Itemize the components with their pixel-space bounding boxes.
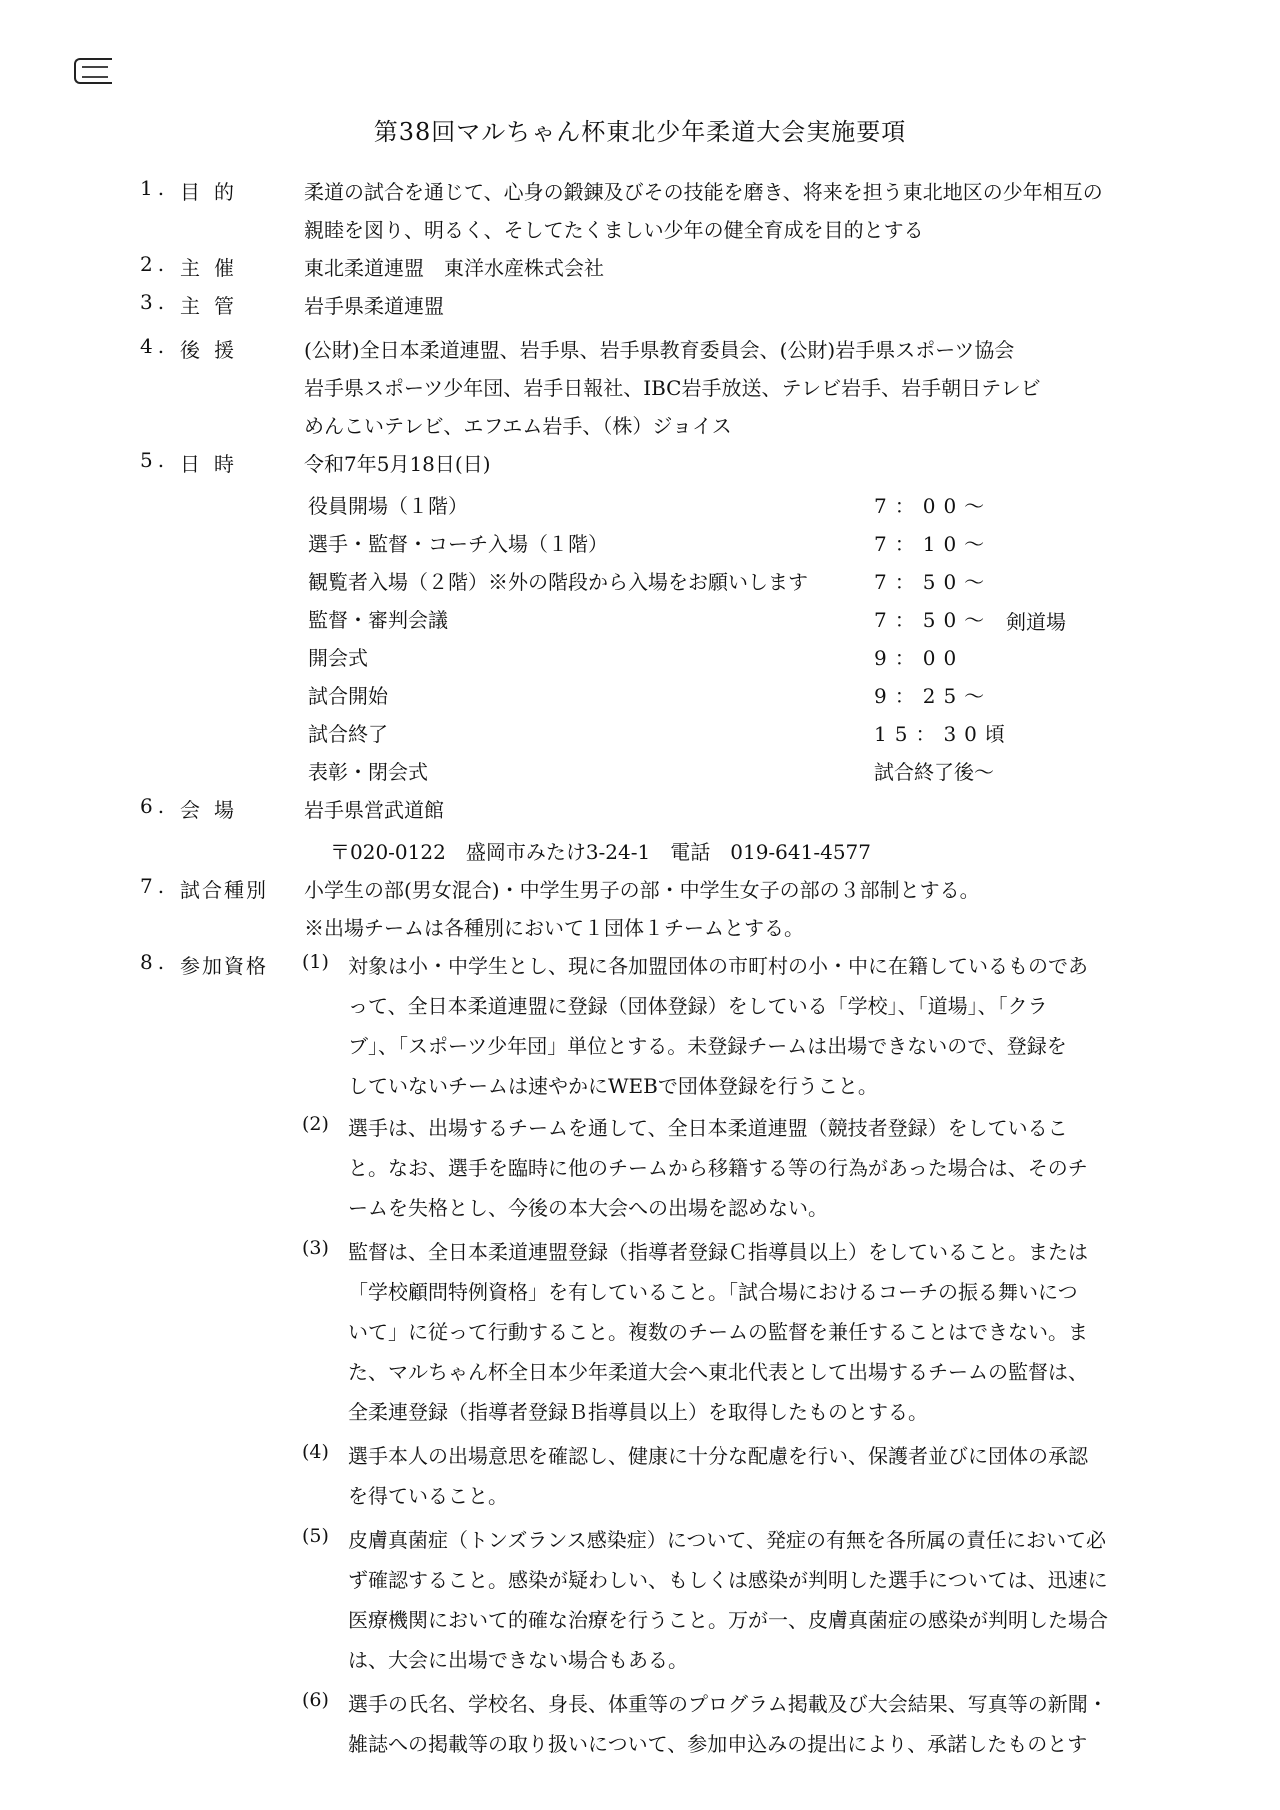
section-text: (公財)全日本柔道連盟、岩手県、岩手県教育委員会、(公財)岩手県スポーツ協会 <box>304 338 1015 362</box>
section-text: ※出場チームは各種別において１団体１チームとする。 <box>304 916 804 940</box>
condition-text: 選手本人の出場意思を確認し、健康に十分な配慮を行い、保護者並びに団体の承認 <box>348 1444 1088 1468</box>
section-text: 岩手県柔道連盟 <box>304 294 444 318</box>
condition-text: 皮膚真菌症（トンズランス感染症）について、発症の有無を各所属の責任において必 <box>348 1528 1106 1552</box>
section-label: 目的 <box>180 180 248 204</box>
condition-text: 対象は小・中学生とし、現に各加盟団体の市町村の小・中に在籍しているものであ <box>348 954 1088 978</box>
section-text: めんこいテレビ、エフエム岩手、（株）ジョイス <box>304 414 732 438</box>
corner-mark <box>74 58 112 84</box>
condition-text: 「学校顧問特例資格」を有していること。「試合場におけるコーチの振る舞いにつ <box>348 1280 1078 1304</box>
condition-number: (2) <box>302 1113 329 1135</box>
schedule-time: 9：25～ <box>874 684 993 708</box>
section-number: 8. <box>140 950 170 974</box>
condition-text: と。なお、選手を臨時に他のチームから移籍する等の行為があった場合は、そのチ <box>348 1156 1088 1180</box>
schedule-time: 15：30頃 <box>874 722 1013 746</box>
schedule-time: 7：50～ <box>874 570 993 594</box>
section-number: 4. <box>140 334 170 358</box>
schedule-time: 7：50～ <box>874 608 993 632</box>
section-label: 会場 <box>180 798 248 822</box>
condition-number: (5) <box>302 1525 329 1547</box>
section-label: 主催 <box>180 256 248 280</box>
section-number: 6. <box>140 794 170 818</box>
schedule-event: 開会式 <box>308 646 368 670</box>
section-label: 主管 <box>180 294 248 318</box>
schedule-time: 7：00～ <box>874 494 993 518</box>
schedule-event: 選手・監督・コーチ入場（１階） <box>308 532 608 556</box>
schedule-event: 監督・審判会議 <box>308 608 448 632</box>
schedule-time: 試合終了後～ <box>874 760 994 784</box>
condition-text: 選手は、出場するチームを通して、全日本柔道連盟（競技者登録）をしているこ <box>348 1116 1068 1140</box>
condition-text: ブ」、「スポーツ少年団」単位とする。未登録チームは出場できないので、登録を <box>348 1034 1067 1058</box>
condition-text: を得ていること。 <box>348 1484 508 1508</box>
condition-number: (1) <box>302 951 329 973</box>
condition-text: 全柔連登録（指導者登録Ｂ指導員以上）を取得したものとする。 <box>348 1400 928 1424</box>
schedule-event: 表彰・閉会式 <box>308 760 428 784</box>
condition-number: (6) <box>302 1689 329 1711</box>
condition-text: 選手の氏名、学校名、身長、体重等のプログラム掲載及び大会結果、写真等の新聞・ <box>348 1692 1108 1716</box>
document-title: 第38回マルちゃん杯東北少年柔道大会実施要項 <box>373 118 907 146</box>
section-text: 岩手県スポーツ少年団、岩手日報社、IBC岩手放送、テレビ岩手、岩手朝日テレビ <box>304 376 1041 400</box>
schedule-event: 役員開場（１階） <box>308 494 468 518</box>
section-number: 1. <box>140 176 170 200</box>
schedule-event: 試合開始 <box>308 684 388 708</box>
section-text: 柔道の試合を通じて、心身の鍛錬及びその技能を磨き、将来を担う東北地区の少年相互の <box>304 180 1103 204</box>
condition-text: って、全日本柔道連盟に登録（団体登録）をしている「学校」、「道場」、「クラ <box>348 994 1048 1018</box>
condition-text: ームを失格とし、今後の本大会への出場を認めない。 <box>348 1196 828 1220</box>
section-label: 参加資格 <box>180 954 268 978</box>
condition-text: いて」に従って行動すること。複数のチームの監督を兼任することはできない。ま <box>348 1320 1088 1344</box>
schedule-place: 剣道場 <box>1006 610 1066 634</box>
section-number: 2. <box>140 252 170 276</box>
section-number: 7. <box>140 874 170 898</box>
condition-number: (3) <box>302 1237 329 1259</box>
section-number: 3. <box>140 290 170 314</box>
schedule-time: 9：00 <box>874 646 965 670</box>
venue-name: 岩手県営武道館 <box>304 798 444 822</box>
section-text: 東北柔道連盟 東洋水産株式会社 <box>304 256 604 280</box>
section-label: 日時 <box>180 452 248 476</box>
section-number: 5. <box>140 448 170 472</box>
section-text: 親睦を図り、明るく、そしてたくましい少年の健全育成を目的とする <box>304 218 924 242</box>
condition-text: ず確認すること。感染が疑わしい、もしくは感染が判明した選手については、迅速に <box>348 1568 1108 1592</box>
condition-text: していないチームは速やかにWEBで団体登録を行うこと。 <box>348 1074 878 1098</box>
schedule-event: 試合終了 <box>308 722 388 746</box>
schedule-event: 観覧者入場（２階）※外の階段から入場をお願いします <box>308 570 808 594</box>
section-text: 令和7年5月18日(日) <box>304 452 491 476</box>
condition-text: た、マルちゃん杯全日本少年柔道大会へ東北代表として出場するチームの監督は、 <box>348 1360 1088 1384</box>
section-text: 小学生の部(男女混合)・中学生男子の部・中学生女子の部の３部制とする。 <box>304 878 980 902</box>
section-label: 試合種別 <box>180 878 268 902</box>
condition-text: 監督は、全日本柔道連盟登録（指導者登録Ｃ指導員以上）をしていること。または <box>348 1240 1088 1264</box>
section-label: 後援 <box>180 338 248 362</box>
condition-text: は、大会に出場できない場合もある。 <box>348 1648 688 1672</box>
condition-text: 医療機関において的確な治療を行うこと。万が一、皮膚真菌症の感染が判明した場合 <box>348 1608 1108 1632</box>
venue-address: 〒020-0122 盛岡市みたけ3-24-1 電話 019-641-4577 <box>330 840 872 864</box>
schedule-time: 7：10～ <box>874 532 993 556</box>
condition-number: (4) <box>302 1441 329 1463</box>
condition-text: 雑誌への掲載等の取り扱いについて、参加申込みの提出により、承諾したものとす <box>348 1732 1088 1756</box>
